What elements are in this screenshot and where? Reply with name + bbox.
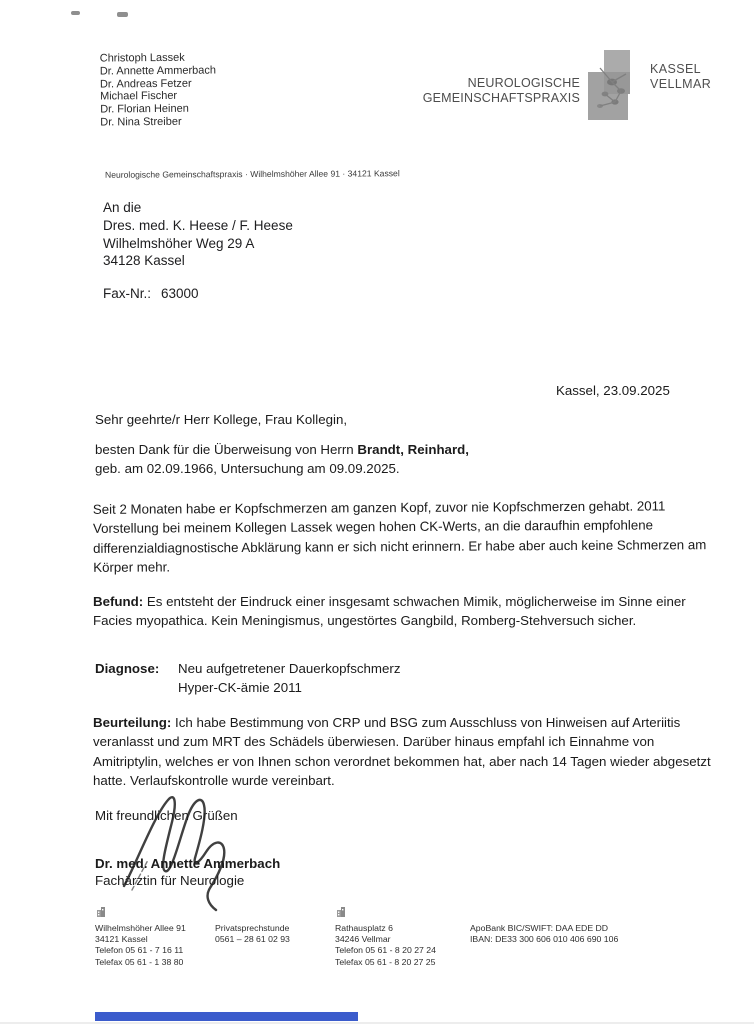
beurteilung-label: Beurteilung: bbox=[93, 715, 172, 730]
logo-city-line: KASSEL bbox=[650, 62, 702, 76]
doctor-name: Christoph Lassek bbox=[99, 51, 185, 65]
footer-line: Telefon 05 61 - 7 16 11 bbox=[95, 945, 184, 956]
recipient-line: An die bbox=[103, 200, 142, 215]
bottom-blue-bar bbox=[95, 1012, 358, 1021]
anamnese-paragraph: Seit 2 Monaten habe er Kopfschmerzen am ganzen Kopf, zuvor nie Kopfschmerzen gehabt. 2011 Vorstellung bei meinem Kollegen Lassek wegen hohen CK-Werts, an die daraufhin empfohlene differenzialdiagnostische Abklärung kann er sich nicht erinnern. Er habe aber auch keine Schmerzen am Körper mehr. bbox=[92, 498, 707, 576]
scan-smudge bbox=[71, 11, 80, 15]
letterhead-doctor-list bbox=[100, 51, 217, 129]
footer-line: Rathausplatz 6 bbox=[335, 923, 393, 933]
befund-label: Befund: bbox=[93, 594, 144, 609]
doctor-name: Dr. Nina Streiber bbox=[100, 115, 182, 129]
recipient-line: Wilhelmshöher Weg 29 A bbox=[103, 235, 255, 251]
signer-title: Fachärztin für Neurologie bbox=[95, 873, 245, 888]
recipient-line: 34128 Kassel bbox=[103, 253, 185, 269]
scan-smudge bbox=[117, 12, 128, 17]
sender-return-address: Neurologische Gemeinschaftspraxis · Wilhelmshöher Allee 91 · 34121 Kassel bbox=[104, 168, 400, 180]
signer-name: Dr. med. Annette Ammerbach bbox=[95, 856, 281, 871]
intro-prefix: besten Dank für die Überweisung von Herrn bbox=[95, 442, 358, 457]
footer-bank-details bbox=[470, 923, 618, 945]
footer-line: Privatsprechstunde bbox=[215, 923, 290, 933]
footer-line: 0561 – 28 61 02 93 bbox=[215, 934, 290, 945]
footer-line: 34246 Vellmar bbox=[335, 934, 391, 945]
salutation: Sehr geehrte/r Herr Kollege, Frau Kollegin, bbox=[95, 412, 348, 427]
footer-line: Telefax 05 61 - 1 38 80 bbox=[95, 956, 184, 967]
footer-line: IBAN: DE33 300 606 010 406 690 106 bbox=[470, 934, 619, 945]
patient-name: Brandt, Reinhard, bbox=[357, 442, 469, 457]
intro-suffix: geb. am 02.09.1966, Untersuchung am 09.09.2025. bbox=[95, 461, 400, 477]
diagnose-list bbox=[178, 659, 400, 698]
practice-name-line: GEMEINSCHAFTSPRAXIS bbox=[422, 90, 580, 105]
recipient-address-block bbox=[103, 199, 293, 270]
fax-number: 63000 bbox=[161, 286, 199, 301]
logo-city-text bbox=[650, 62, 711, 92]
doctor-name: Dr. Annette Ammerbach bbox=[99, 64, 217, 78]
logo-city-line: VELLMAR bbox=[650, 77, 712, 91]
intro-paragraph bbox=[95, 440, 715, 479]
doctor-name: Dr. Andreas Fetzer bbox=[99, 77, 192, 91]
practice-logo-text bbox=[423, 76, 580, 105]
footer-line: 34121 Kassel bbox=[95, 934, 148, 945]
practice-name-line: NEUROLOGISCHE bbox=[467, 76, 580, 90]
neuron-logo-icon bbox=[588, 50, 646, 120]
recipient-line: Dres. med. K. Heese / F. Heese bbox=[103, 217, 293, 233]
footer-line: Wilhelmshöher Allee 91 bbox=[95, 923, 186, 933]
diagnose-item: Hyper-CK-ämie 2011 bbox=[178, 680, 302, 696]
footer-office-vellmar bbox=[335, 923, 436, 968]
befund-text: Es entsteht der Eindruck einer insgesamt schwachen Mimik, möglicherweise im Sinne einer Facies myopathica. Kein Meningismus, ungestörtes Gangbild, Romberg-Stehversuch sicher. bbox=[93, 594, 686, 629]
beurteilung-paragraph bbox=[93, 713, 711, 791]
diagnose-item: Neu aufgetretener Dauerkopfschmerz bbox=[178, 661, 401, 676]
fax-label: Fax-Nr.: bbox=[103, 286, 152, 301]
footer-line: ApoBank BIC/SWIFT: DAA EDE DD bbox=[470, 923, 609, 933]
fax-number-line bbox=[103, 286, 199, 301]
building-icon bbox=[95, 906, 107, 918]
building-icon bbox=[335, 906, 347, 918]
footer-line: Telefax 05 61 - 8 20 27 25 bbox=[335, 956, 436, 967]
letter-date: Kassel, 23.09.2025 bbox=[556, 383, 670, 398]
closing-phrase: Mit freundlichen Grüßen bbox=[95, 808, 238, 823]
beurteilung-text: Ich habe Bestimmung von CRP und BSG zum Ausschluss von Hinweisen auf Arteriitis veranlasst und zum MRT des Schädels überwiesen. Darüber hinaus empfahl ich Einnahme von Amitriptylin, welches er von Ihnen schon verordnet bekommen hat, aber nach 14 Tagen wieder abgesetzt hatte. Verlaufskontrolle wurde vereinbart. bbox=[93, 715, 711, 789]
footer-private-consultation bbox=[215, 923, 290, 945]
footer-line: Telefon 05 61 - 8 20 27 24 bbox=[335, 945, 436, 956]
doctor-name: Michael Fischer bbox=[100, 90, 178, 103]
befund-paragraph bbox=[93, 592, 699, 631]
footer-office-kassel bbox=[95, 923, 186, 968]
doctor-name: Dr. Florian Heinen bbox=[100, 102, 189, 116]
diagnose-label: Diagnose: bbox=[95, 661, 160, 676]
